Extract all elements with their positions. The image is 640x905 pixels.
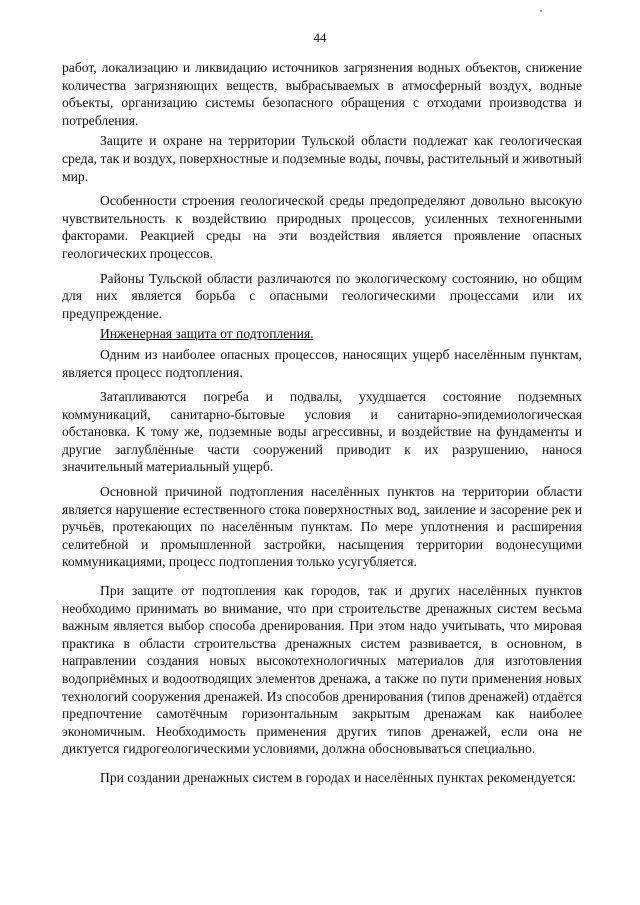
paragraph-8: При защите от подтопления как городов, так и других населённых пунктов необходимо принимать во внимание, что при строительстве дренажных систем весьма важным является выбор способа дренирования. При этом надо учитывать, что мировая практика в области строительства дренажных систем развивается, в основном, в направлении создания новых высокотехнологичных материалов для изготовления водоприёмных и водоотводящих элементов дренажа, а также по пути применения новых технологий сооружения дренажей. Из способов дренирования (типов дренажей) отдаётся предпочтение самотёчным горизонтальным закрытым дренажам как наиболее экономичным. Необходимость применения других типов дренажей, если она не диктуется гидрогеологическими условиями, должна обосновываться специально. [62,583,582,757]
paragraph-6: Затапливаются погреба и подвалы, ухудшается состояние подземных коммуникаций, санитарно-бытовые условия и санитарно-эпидемиологическая обстановка. К тому же, подземные воды агрессивны, и воздействие на фундаменты и другие заглублённые части сооружений приводит к их разрушению, нанося значительный материальный ущерб. [62,389,582,475]
paragraph-3: Особенности строения геологической среды предопределяют довольно высокую чувствительность к воздействию природных процессов, усиленных техногенными факторами. Реакцией среды на эти воздействия является проявление опасных геологических процессов. [62,193,582,261]
document-body [62,59,582,787]
paragraph-1: работ, локализацию и ликвидацию источников загрязнения водных объектов, снижение количества загрязняющих веществ, выбрасываемых в атмосферный воздух, водные объекты, организацию системы безопасного обращения с отходами производства и потребления. [62,60,582,128]
section-heading: Инженерная защита от подтопления. [100,326,314,342]
paragraph-5: Одним из наиболее опасных процессов, наносящих ущерб населённым пунктам, является процесс подтопления. [62,346,582,380]
scan-speck [540,10,542,12]
paragraph-2: Защите и охране на территории Тульской области подлежат как геологическая среда, так и воздух, поверхностные и подземные воды, почвы, растительный и животный мир. [62,133,582,184]
paragraph-7: Основной причиной подтопления населённых пунктов на территории области является нарушение естественного стока поверхностных вод, заиление и засорение рек и ручьёв, протекающих по населённым пунктам. По мере уплотнения и расширения селитебной и промышленной застройки, насыщения территории водонесущими коммуникациями, процесс подтопления только усугубляется. [62,484,582,570]
page-number: 44 [313,30,327,45]
paragraph-4: Районы Тульской области различаются по экологическому состоянию, но общим для них является борьба с опасными геологическими процессами или их предупреждение. [62,270,582,321]
paragraph-9: При создании дренажных систем в городах и населённых пунктах рекомендуется: [100,769,576,785]
